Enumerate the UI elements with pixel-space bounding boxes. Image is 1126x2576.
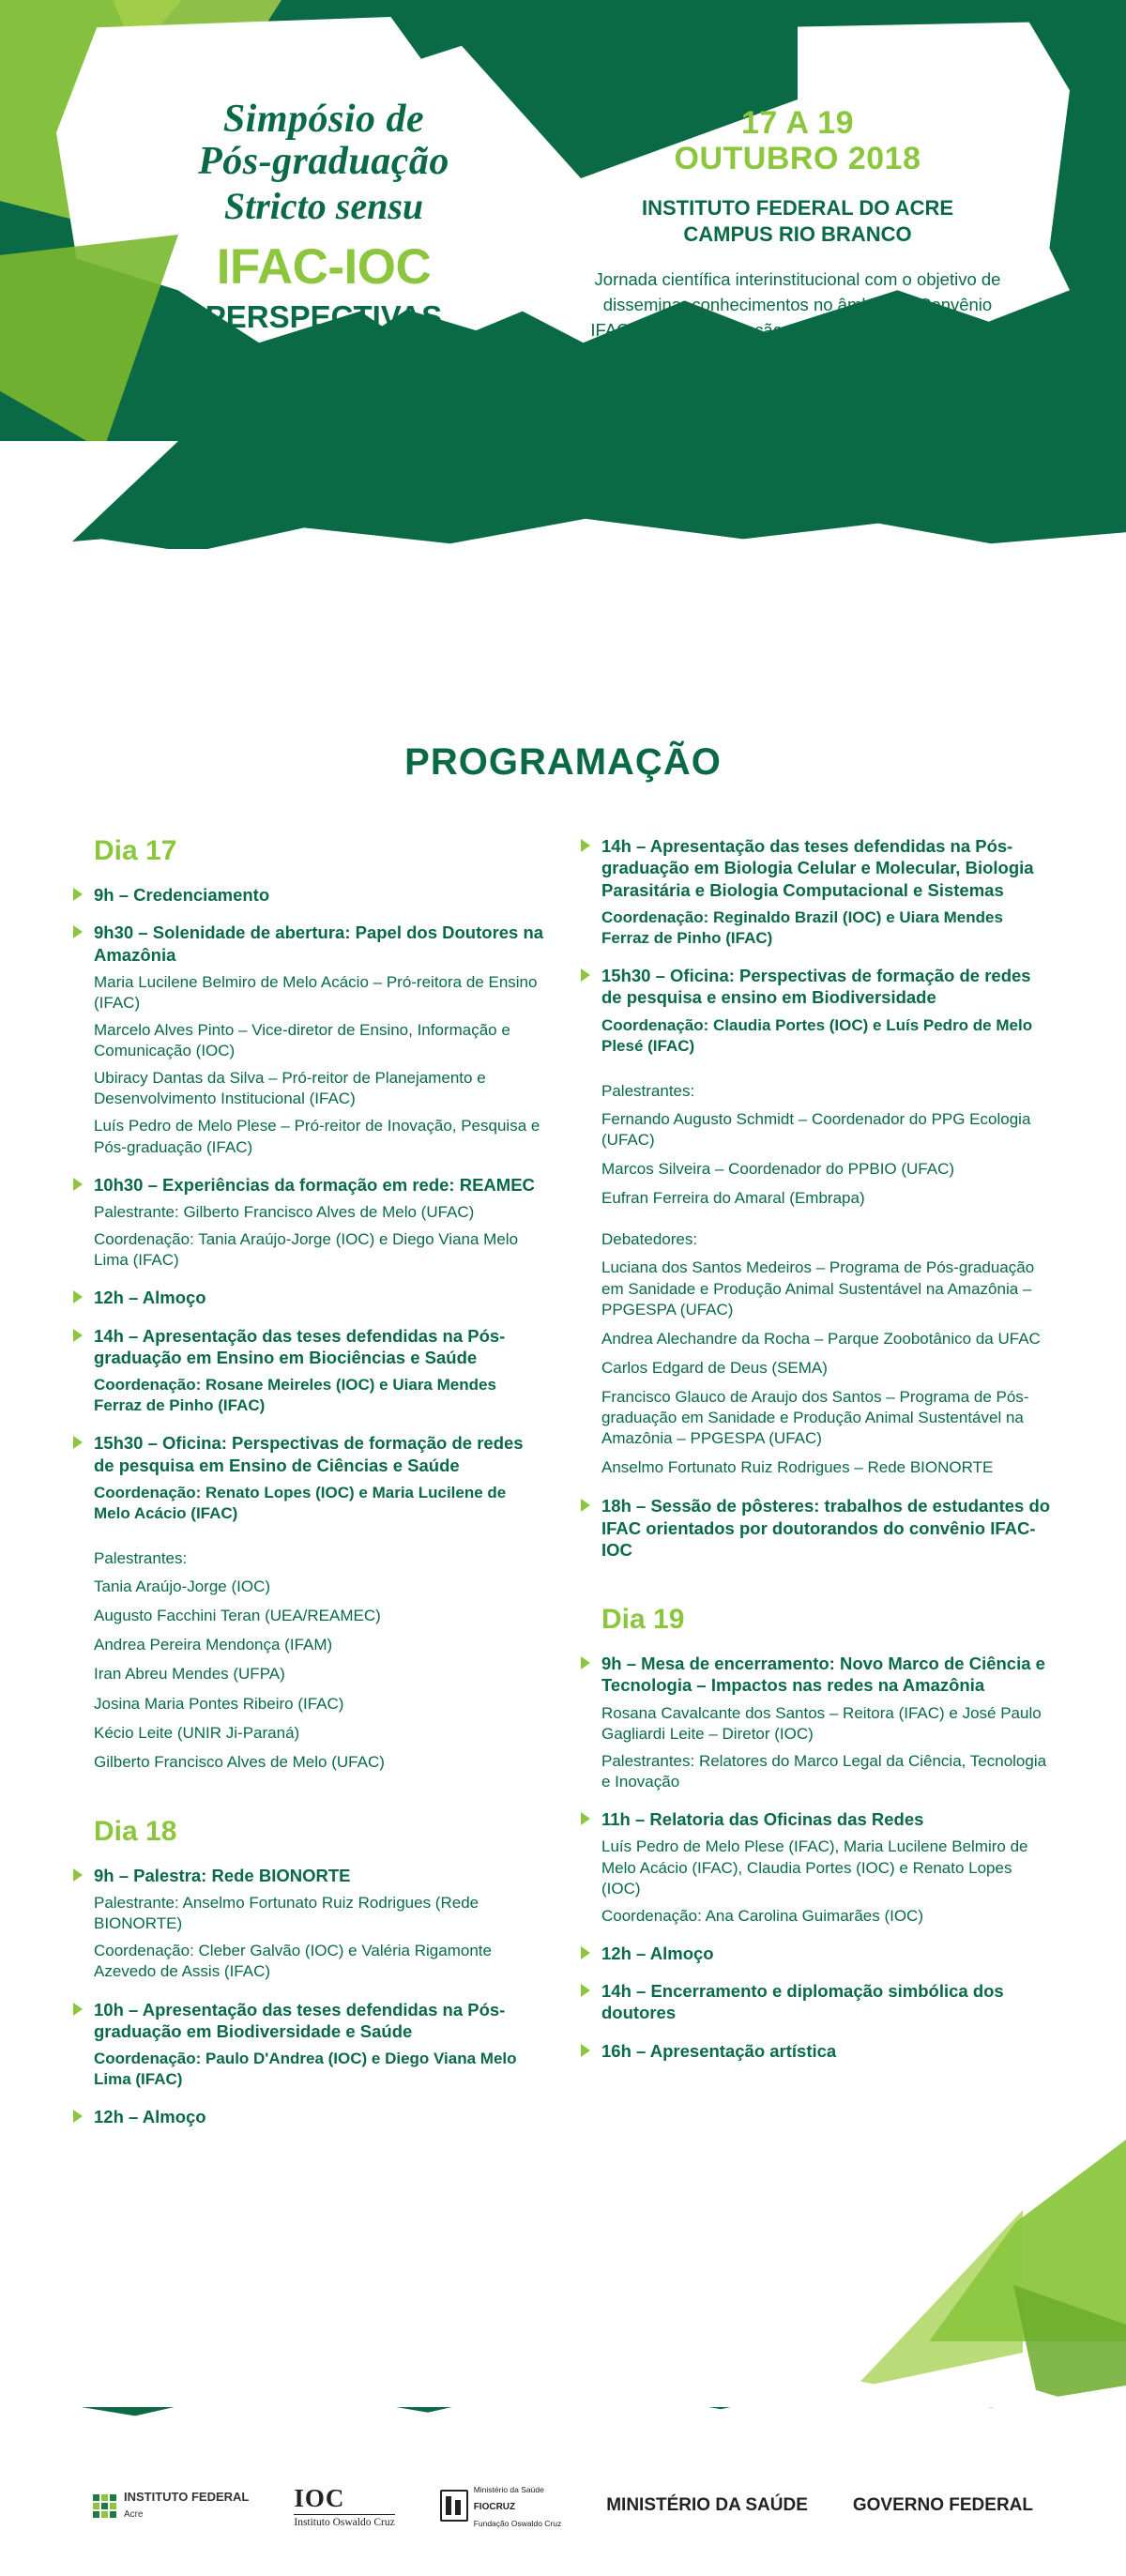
entry-detail: Luís Pedro de Melo Plese (IFAC), Maria Lucilene Belmiro de Melo Acácio (IFAC), Claudia Portes (IOC) e Renato Lopes (IOC) — [601, 1837, 1028, 1898]
debater-name: Carlos Edgard de Deus (SEMA) — [601, 1358, 828, 1377]
program-entry — [73, 1432, 545, 1524]
bullet-arrow-icon — [581, 839, 590, 852]
entry-heading: 9h – Mesa de encerramento: Novo Marco de Ciência e Tecnologia – Impactos nas redes na Amazônia — [601, 1654, 1045, 1696]
entry-heading: 10h – Apresentação das teses defendidas na Pós-graduação em Biodiversidade e Saúde — [94, 1999, 506, 2041]
bullet-arrow-icon — [73, 1868, 83, 1882]
speakers-label: Palestrantes: — [601, 1081, 695, 1100]
entry-detail: Coordenação: Tania Araújo-Jorge (IOC) e Diego Viana Melo Lima (IFAC) — [94, 1230, 519, 1270]
speaker-name: Josina Maria Pontes Ribeiro (IFAC) — [94, 1694, 344, 1713]
instituto-federal-icon — [93, 2494, 116, 2518]
entry-detail: Ubiracy Dantas da Silva – Pró-reitor de Planejamento e Desenvolvimento Institucional (IFAC) — [94, 1069, 486, 1108]
bullet-arrow-icon — [73, 888, 83, 901]
speaker-name: Kécio Leite (UNIR Ji-Paraná) — [94, 1723, 300, 1742]
entry-heading: 12h – Almoço — [94, 1288, 206, 1308]
program-entry — [73, 884, 545, 906]
entry-detail: Rosana Cavalcante dos Santos – Reitora (IFAC) e José Paulo Gagliardi Leite – Diretor (IOC) — [601, 1703, 1042, 1743]
entry-heading: 15h30 – Oficina: Perspectivas de formação de redes de pesquisa e ensino em Biodiversidade — [601, 966, 1031, 1008]
program-entry — [581, 835, 1053, 949]
entry-detail: Coordenação: Renato Lopes (IOC) e Maria Lucilene de Melo Acácio (IFAC) — [94, 1483, 507, 1522]
program-entry — [581, 1943, 1053, 1964]
bullet-arrow-icon — [73, 1290, 83, 1303]
program-entry — [581, 1495, 1053, 1561]
entry-heading: 10h30 – Experiências da formação em rede: REAMEC — [94, 1174, 535, 1195]
program-entry — [581, 965, 1053, 1057]
fiocruz-icon — [440, 2490, 468, 2522]
logo-governo-federal-name: GOVERNO FEDERAL — [852, 2494, 1033, 2515]
logo-fiocruz-sub: Fundação Oswaldo Cruz — [473, 2519, 562, 2528]
logo-ministerio-saude — [606, 2496, 808, 2516]
entry-heading: 9h30 – Solenidade de abertura: Papel dos Doutores na Amazônia — [94, 922, 544, 965]
institution-line-2: CAMPUS RIO BRANCO — [683, 221, 912, 246]
bullet-arrow-icon — [581, 968, 590, 982]
subtitle-line-1: PERSPECTIVAS — [205, 298, 443, 334]
entry-heading: 18h – Sessão de pôsteres: trabalhos de estudantes do IFAC orientados por doutorandos do convênio IFAC-IOC — [601, 1496, 1051, 1560]
debater-name: Luciana dos Santos Medeiros – Programa de Pós-graduação em Sanidade e Produção Animal Sustentável na Amazônia – PPGESPA (UFAC) — [601, 1258, 1035, 1318]
entry-detail: Maria Lucilene Belmiro de Melo Acácio – Pró-reitora de Ensino (IFAC) — [94, 972, 538, 1012]
program-right-column — [581, 835, 1053, 2078]
entry-detail: Marcelo Alves Pinto – Vice-diretor de Ensino, Informação e Comunicação (IOC) — [94, 1021, 510, 1060]
program-entry — [73, 1325, 545, 1417]
event-acronym: IFAC-IOC — [216, 238, 432, 295]
logo-ioc — [294, 2484, 394, 2528]
event-dates-line-1: 17 A 19 — [740, 105, 855, 141]
logo-ioc-name: IOC — [294, 2483, 345, 2512]
program-entry — [73, 1999, 545, 2091]
speaker-name: Gilberto Francisco Alves de Melo (UFAC) — [94, 1752, 385, 1771]
subtitle-line-2: INTEGRATIVAS — [210, 342, 437, 377]
debaters-block — [581, 1229, 1053, 1478]
program-entry — [73, 922, 545, 1157]
program-entry — [581, 1808, 1053, 1927]
footer-logos — [0, 2435, 1126, 2576]
program-entry — [581, 1653, 1053, 1792]
bullet-arrow-icon — [73, 2110, 83, 2123]
program-columns — [0, 835, 1126, 2144]
entry-detail: Palestrantes: Relatores do Marco Legal da Ciência, Tecnologia e Inovação — [601, 1751, 1047, 1791]
logo-fiocruz — [440, 2480, 562, 2531]
bullet-arrow-icon — [581, 1656, 590, 1669]
entry-detail: Palestrante: Gilberto Francisco Alves de Melo (UFAC) — [94, 1202, 475, 1221]
speakers-block — [581, 1081, 1053, 1209]
title-line-2: Pós-graduação — [198, 140, 449, 184]
bullet-arrow-icon — [73, 1178, 83, 1191]
speaker-name: Eufran Ferreira do Amaral (Embrapa) — [601, 1189, 865, 1208]
logo-fiocruz-name: FIOCRUZ — [473, 2502, 516, 2512]
entry-detail: Coordenação: Claudia Portes (IOC) e Luís Pedro de Melo Plesé (IFAC) — [601, 1015, 1033, 1055]
debater-name: Andrea Alechandre da Rocha – Parque Zoobotânico da UFAC — [601, 1329, 1041, 1348]
bullet-arrow-icon — [73, 2003, 83, 2016]
event-dates-line-2: OUTUBRO 2018 — [674, 141, 921, 177]
day-heading-17: Dia 17 — [94, 835, 177, 866]
header-info-block — [582, 105, 1013, 368]
program-entry — [73, 2106, 545, 2127]
logo-governo-federal — [853, 2496, 1033, 2516]
program-entry — [73, 1174, 545, 1272]
ioc-text — [294, 2484, 394, 2528]
bullet-arrow-icon — [581, 1984, 590, 1997]
institution-line-1: INSTITUTO FEDERAL DO ACRE — [641, 196, 954, 221]
program-entry — [581, 1980, 1053, 2024]
debater-name: Anselmo Fortunato Ruiz Rodrigues – Rede BIONORTE — [601, 1458, 994, 1477]
bullet-arrow-icon — [581, 1812, 590, 1825]
program-entry — [581, 2040, 1053, 2062]
entry-heading: 14h – Apresentação das teses defendidas na Pós-graduação em Biologia Celular e Molecular, Biologia Parasitária e Biologia Computacional e Sistemas — [601, 836, 1034, 900]
program-left-column — [73, 835, 545, 2144]
speaker-name: Fernando Augusto Schmidt – Coordenador do PPG Ecologia (UFAC) — [601, 1109, 1031, 1150]
logo-if-name: INSTITUTO FEDERAL — [123, 2490, 250, 2505]
speaker-name: Tania Araújo-Jorge (IOC) — [94, 1578, 271, 1596]
bullet-arrow-icon — [581, 1946, 590, 1959]
entry-heading: 9h – Palestra: Rede BIONORTE — [94, 1865, 351, 1885]
debaters-label: Debatedores: — [601, 1230, 698, 1249]
day-heading-18: Dia 18 — [94, 1815, 177, 1847]
entry-detail: Coordenação: Paulo D'Andrea (IOC) e Diego Viana Melo Lima (IFAC) — [94, 2050, 517, 2089]
title-line-3: Stricto sensu — [223, 184, 424, 227]
fiocruz-text — [474, 2480, 562, 2531]
program-entry — [73, 1287, 545, 1308]
speaker-name: Augusto Facchini Teran (UEA/REAMEC) — [94, 1607, 381, 1625]
bullet-arrow-icon — [73, 1329, 83, 1342]
bullet-arrow-icon — [581, 1499, 590, 1512]
day-heading-19: Dia 19 — [601, 1604, 685, 1636]
entry-detail: Coordenação: Ana Carolina Guimarães (IOC) — [601, 1906, 923, 1925]
bullet-arrow-icon — [73, 925, 83, 938]
program-title: PROGRAMAÇÃO — [404, 741, 722, 783]
entry-detail: Palestrante: Anselmo Fortunato Ruiz Rodrigues (Rede BIONORTE) — [94, 1894, 479, 1933]
speakers-label: Palestrantes: — [94, 1549, 188, 1568]
speakers-block — [73, 1548, 545, 1773]
speaker-name: Iran Abreu Mendes (UFPA) — [94, 1665, 285, 1684]
entry-heading: 9h – Credenciamento — [94, 885, 270, 905]
logo-ministerio-saude-name: MINISTÉRIO DA SAÚDE — [606, 2494, 808, 2515]
event-description: Jornada científica interinstitucional com o objetivo de disseminar conhecimentos no âmbito do Convênio IFAC-IOC para formação de doutores e de prospectar redes de Pesquisa e Ensino — [590, 269, 1005, 365]
entry-detail: Luís Pedro de Melo Plese – Pró-reitor de Inovação, Pesquisa e Pós-graduação (IFAC) — [94, 1117, 540, 1156]
header-title-block — [113, 99, 535, 422]
bullet-arrow-icon — [581, 2044, 590, 2057]
logo-ioc-sub: Instituto Oswaldo Cruz — [294, 2514, 394, 2528]
entry-heading: 14h – Apresentação das teses defendidas na Pós-graduação em Ensino em Biociências e Saúde — [94, 1325, 506, 1367]
instituto-federal-text — [124, 2490, 249, 2522]
entry-heading: 16h – Apresentação artística — [601, 2040, 837, 2061]
entry-heading: 15h30 – Oficina: Perspectivas de formação de redes de pesquisa em Ensino de Ciências e Saúde — [94, 1433, 524, 1475]
entry-heading: 14h – Encerramento e diplomação simbólica dos doutores — [601, 1981, 1004, 2023]
poster-header — [0, 0, 1126, 526]
program-entry — [73, 1865, 545, 1983]
speaker-name: Andrea Pereira Mendonça (IFAM) — [94, 1636, 333, 1654]
logo-instituto-federal — [93, 2490, 249, 2522]
bullet-arrow-icon — [73, 1436, 83, 1449]
title-line-1: Simpósio de — [222, 98, 425, 141]
entry-heading: 12h – Almoço — [94, 2107, 206, 2127]
entry-detail: Coordenação: Reginaldo Brazil (IOC) e Uiara Mendes Ferraz de Pinho (IFAC) — [601, 907, 1003, 947]
logo-if-sub: Acre — [123, 2509, 144, 2520]
entry-heading: 12h – Almoço — [601, 1943, 714, 1963]
debater-name: Francisco Glauco de Araujo dos Santos – Programa de Pós-graduação em Sanidade e Produção Animal Sustentável na Amazônia – PPGESPA (UFAC) — [601, 1387, 1029, 1448]
entry-detail: Coordenação: Cleber Galvão (IOC) e Valéria Rigamonte Azevedo de Assis (IFAC) — [94, 1942, 492, 1981]
entry-heading: 11h – Relatoria das Oficinas das Redes — [601, 1809, 924, 1830]
logo-fiocruz-top: Ministério da Saúde — [473, 2485, 544, 2494]
speaker-name: Marcos Silveira – Coordenador do PPBIO (UFAC) — [601, 1160, 955, 1179]
subtitle-line-3: NA AMAZÔNIA — [214, 386, 434, 421]
entry-detail: Coordenação: Rosane Meireles (IOC) e Uiara Mendes Ferraz de Pinho (IFAC) — [94, 1376, 496, 1415]
